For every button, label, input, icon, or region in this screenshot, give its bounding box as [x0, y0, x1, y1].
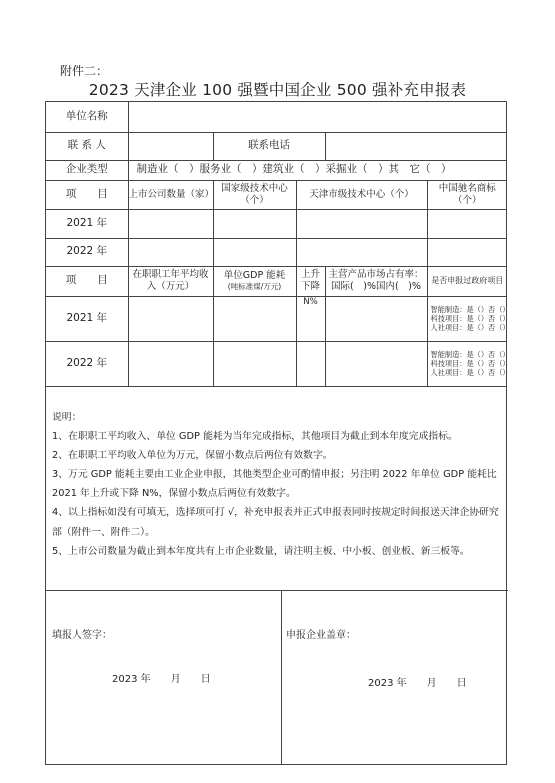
col-up-down: 上升下降 [296, 266, 325, 296]
form-title: 2023 天津企业 100 强暨中国企业 500 强补充申报表 [88, 81, 467, 99]
enterprise-type-options[interactable]: 制造业（ ）服务业（ ）建筑业（ ）采掘业（ ）其 它（ ） [128, 160, 507, 180]
unit-name-label: 单位名称 [46, 102, 128, 132]
note-item: 4、以上指标如没有可填无，选择项可打 √，补充申报表并正式申报表同时按规定时间报送天津企协研究部（附件一、附件二）。 [52, 507, 499, 538]
option-tech-project[interactable]: 科技项目：是（）否（） [430, 359, 510, 368]
col-market-share: 主营产品市场占有率：国际( )%国内( )% [325, 266, 427, 296]
col-gov-projects: 是否申报过政府项目 [427, 266, 507, 296]
cell-field[interactable] [213, 296, 296, 341]
cell-field[interactable] [427, 209, 507, 238]
col-energy-unit: (吨标准煤/万元) [227, 281, 282, 291]
note-item: 5、上市公司数量为截止到本年度共有上市企业数量，请注明主板、中小板、创业板、新三板等。 [52, 545, 470, 557]
phone-field[interactable] [325, 132, 507, 160]
cell-field[interactable] [213, 238, 296, 266]
option-hr-project[interactable]: 人社项目：是（）否（） [430, 368, 510, 377]
col-famous-trademark: 中国驰名商标（个） [427, 180, 507, 209]
col-energy-consumption [213, 266, 296, 296]
cell-field[interactable] [296, 238, 427, 266]
option-smart-manufacturing[interactable]: 智能制造：是（）否（） [430, 305, 510, 314]
unit-name-field[interactable] [128, 102, 507, 132]
col-energy-label: 单位GDP 能耗 [223, 270, 286, 281]
section2-item-header: 项 目 [46, 266, 128, 296]
cell-field[interactable] [325, 296, 427, 341]
col-listed-companies: 上市公司数量（家） [128, 180, 213, 209]
form-table [46, 102, 510, 387]
option-hr-project[interactable]: 人社项目：是（）否（） [430, 323, 510, 332]
enterprise-type-label: 企业类型 [46, 160, 128, 180]
cell-field[interactable] [325, 341, 427, 386]
col-tianjin-tech-center: 天津市级技术中心（个） [296, 180, 427, 209]
note-item: 3、万元 GDP 能耗主要由工业企业申报，其他类型企业可酌情申报；另注明 2022 年单位 GDP 能耗比 2021 年上升或下降 N%，保留小数点后两位有效数字。 [52, 469, 497, 500]
row-year-2022: 2022 年 [46, 341, 128, 386]
phone-label: 联系电话 [213, 132, 325, 160]
notes-heading: 说明： [52, 412, 82, 423]
contact-field[interactable] [128, 132, 213, 160]
filler-signature-label: 填报人签字： [52, 630, 112, 641]
attachment-label: 附件二： [60, 64, 109, 78]
updown-value[interactable]: N% [296, 296, 325, 341]
note-item: 2、在职职工平均收入单位为万元，保留小数点后两位有效数字。 [52, 450, 333, 462]
row-year-2021: 2021 年 [46, 209, 128, 238]
row-year-2021: 2021 年 [46, 296, 128, 341]
cell-field[interactable] [427, 238, 507, 266]
cell-field[interactable] [128, 341, 213, 386]
cell-field[interactable] [296, 341, 325, 386]
date-right[interactable]: 2023 年 月 日 [368, 678, 467, 689]
application-form [45, 101, 510, 765]
option-tech-project[interactable]: 科技项目：是（）否（） [430, 314, 510, 323]
col-national-tech-center: 国家级技术中心（个） [213, 180, 296, 209]
gov-project-options[interactable] [427, 341, 510, 386]
cell-field[interactable] [296, 209, 427, 238]
option-smart-manufacturing[interactable]: 智能制造：是（）否（） [430, 350, 510, 359]
contact-label: 联 系 人 [46, 132, 128, 160]
gov-project-options[interactable] [427, 296, 510, 341]
col-avg-income: 在职职工年平均收入（万元） [128, 266, 213, 296]
cell-field[interactable] [128, 238, 213, 266]
notes-section [52, 408, 504, 561]
cell-field[interactable] [213, 341, 296, 386]
note-item: 1、在职职工平均收入、单位 GDP 能耗为当年完成指标，其他项目为截止到本年度完成指标。 [52, 431, 458, 443]
section1-item-header: 项 目 [46, 180, 128, 209]
row-year-2022: 2022 年 [46, 238, 128, 266]
cell-field[interactable] [213, 209, 296, 238]
company-seal-label: 申报企业盖章： [286, 630, 356, 641]
date-left[interactable]: 2023 年 月 日 [112, 674, 211, 685]
cell-field[interactable] [128, 296, 213, 341]
divider [281, 590, 282, 765]
divider [46, 590, 508, 591]
cell-field[interactable] [128, 209, 213, 238]
